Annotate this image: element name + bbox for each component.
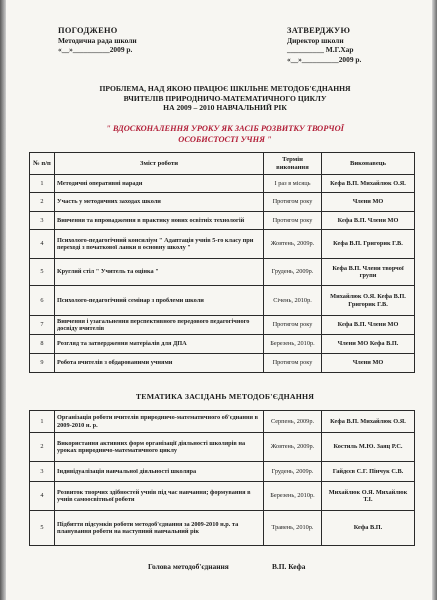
- row-content: Круглий стіл " Учитель та оцінка ": [55, 259, 264, 286]
- approval-block-approved: [287, 26, 361, 64]
- row-content: Робота вчителів з обдарованими учнями: [55, 354, 264, 373]
- approval-approved-position: Директор школи: [287, 35, 344, 45]
- approval-agreed-body: Методична рада школи: [58, 35, 137, 45]
- row-content: Індивідуалізація навчальної діяльності школяра: [55, 462, 264, 482]
- motto-line: ОСОБИСТОСТІ УЧНЯ ": [178, 134, 272, 144]
- row-term: Січень, 2010р.: [264, 286, 322, 316]
- row-executor: Члени МО Кефа В.П.: [322, 335, 415, 354]
- row-term: Протягом року: [264, 212, 322, 230]
- table-row: [30, 193, 415, 212]
- row-term: Березень, 2010р.: [264, 335, 322, 354]
- approval-approved-name: __________ М.Г.Хар: [287, 45, 354, 55]
- row-number: 7: [30, 316, 55, 335]
- row-term: Жовтень, 2009р.: [264, 433, 322, 462]
- row-term: Грудень, 2009р.: [264, 259, 322, 286]
- table-row: [30, 354, 415, 373]
- column-header-term: Термін виконання: [264, 153, 322, 175]
- row-term: І раз в місяць: [264, 175, 322, 193]
- row-number: 3: [30, 462, 55, 482]
- row-executor: Члени МО: [322, 193, 415, 212]
- signature-role: Голова методоб'єднання: [148, 562, 229, 571]
- row-executor: Гайдєєв С.Г. Пінчук С.В.: [322, 462, 415, 482]
- row-content: Психолого-педагогічний консиліум " Адаптація учнів 5-го класу при переході з початкової ланки в основну школу ": [55, 230, 264, 259]
- table-row: [30, 316, 415, 335]
- table-row: [30, 175, 415, 193]
- row-term: Протягом року: [264, 193, 322, 212]
- row-executor: Кефа В.П. Члени МО: [322, 212, 415, 230]
- row-executor: Кефа В.П. Члени МО: [322, 316, 415, 335]
- table-row: [30, 511, 415, 546]
- column-header-executor: Виконавець: [322, 153, 415, 175]
- row-content: Психолого-педагогічний семінар з проблеми школи: [55, 286, 264, 316]
- row-executor: Кефа В.П. Михайлюк О.Я.: [322, 411, 415, 433]
- table-row: [30, 212, 415, 230]
- table-row: [30, 286, 415, 316]
- row-term: Протягом року: [264, 354, 322, 373]
- meetings-table: [29, 410, 415, 546]
- row-number: 5: [30, 259, 55, 286]
- row-content: Підбиття підсумків роботи методоб'єднання за 2009-2010 н.р. та планування роботи на наступний навчальний рік: [55, 511, 264, 546]
- row-term: Серпень, 2009р.: [264, 411, 322, 433]
- work-plan-table: [29, 152, 415, 373]
- table-row: [30, 462, 415, 482]
- meetings-heading: ТЕМАТИКА ЗАСІДАНЬ МЕТОДОБ'ЄДНАННЯ: [135, 392, 315, 401]
- table-row: [30, 482, 415, 511]
- column-header-num: № п/п: [30, 153, 55, 175]
- row-term: Жовтень, 2009р.: [264, 230, 322, 259]
- row-number: 1: [30, 175, 55, 193]
- row-number: 3: [30, 212, 55, 230]
- row-executor: Кефа В.П.: [322, 511, 415, 546]
- row-number: 9: [30, 354, 55, 373]
- approval-agreed-title: ПОГОДЖЕНО: [58, 26, 118, 35]
- row-number: 8: [30, 335, 55, 354]
- table-row: [30, 259, 415, 286]
- row-content: Використання активних форм організації діяльності школярів на уроках природничо-математичного циклу: [55, 433, 264, 462]
- approval-approved-title: ЗАТВЕРДЖУЮ: [287, 26, 351, 35]
- row-term: Березень, 2010р.: [264, 482, 322, 511]
- row-content: Участь у методичних заходах школи: [55, 193, 264, 212]
- heading-line: НА 2009 – 2010 НАВЧАЛЬНИЙ РІК: [163, 103, 287, 112]
- heading-line: ВЧИТЕЛІВ ПРИРОДНИЧО-МАТЕМАТИЧНОГО ЦИКЛУ: [123, 93, 327, 103]
- row-content: Вивчення та впровадження в практику нових освітніх технологій: [55, 212, 264, 230]
- table-header-row: [30, 153, 415, 175]
- row-content: Розгляд та затвердження матеріалів для ДПА: [55, 335, 264, 354]
- row-executor: Костиль М.Ю. Заяц Р.С.: [322, 433, 415, 462]
- scan-right-edge: [432, 0, 437, 600]
- row-executor: Михайлюк О.Я. Кефа В.П. Григорик Г.В.: [322, 286, 415, 316]
- row-term: Протягом року: [264, 316, 322, 335]
- row-number: 5: [30, 511, 55, 546]
- row-content: Методичні оперативні наради: [55, 175, 264, 193]
- document-heading: [40, 84, 410, 113]
- row-number: 4: [30, 230, 55, 259]
- row-executor: Кефа В.П. Члени творчої групи: [322, 259, 415, 286]
- row-content: Організація роботи вчителів природничо-математичного об'єднання в 2009-2010 н. р.: [55, 411, 264, 433]
- problem-motto: [60, 124, 390, 145]
- row-number: 2: [30, 193, 55, 212]
- row-executor: Кефа В.П. Григорик Г.В.: [322, 230, 415, 259]
- row-number: 1: [30, 411, 55, 433]
- row-term: Грудень, 2009р.: [264, 462, 322, 482]
- column-header-content: Зміст роботи: [55, 153, 264, 175]
- row-term: Травень, 2010р.: [264, 511, 322, 546]
- table-row: [30, 433, 415, 462]
- row-content: Вивчення і узагальнення перспективного передового педагогічного досвіду вчителів: [55, 316, 264, 335]
- table-row: [30, 335, 415, 354]
- table-row: [30, 411, 415, 433]
- row-executor: Михайлюк О.Я. Михайлюк Т.І.: [322, 482, 415, 511]
- row-executor: Кефа В.П. Михайлюк О.Я.: [322, 175, 415, 193]
- signature-name: В.П. Кефа: [272, 562, 306, 571]
- scan-left-edge: [0, 0, 6, 600]
- approval-block-agreed: [58, 26, 137, 55]
- approval-approved-date: «__»__________2009 р.: [287, 54, 362, 64]
- motto-line: " ВДОСКОНАЛЕННЯ УРОКУ ЯК ЗАСІБ РОЗВИТКУ ТВОРЧОЇ: [106, 124, 344, 133]
- table-row: [30, 230, 415, 259]
- row-number: 6: [30, 286, 55, 316]
- row-number: 2: [30, 433, 55, 462]
- row-content: Розвиток творчих здібностей учнів під час навчання; формування в учнів самоосвітньої роботи: [55, 482, 264, 511]
- heading-line: ПРОБЛЕМА, НАД ЯКОЮ ПРАЦЮЄ ШКІЛЬНЕ МЕТОДОБ'ЄДНАННЯ: [99, 84, 351, 93]
- row-number: 4: [30, 482, 55, 511]
- row-executor: Члени МО: [322, 354, 415, 373]
- approval-agreed-date: «__»__________2009 р.: [58, 45, 133, 55]
